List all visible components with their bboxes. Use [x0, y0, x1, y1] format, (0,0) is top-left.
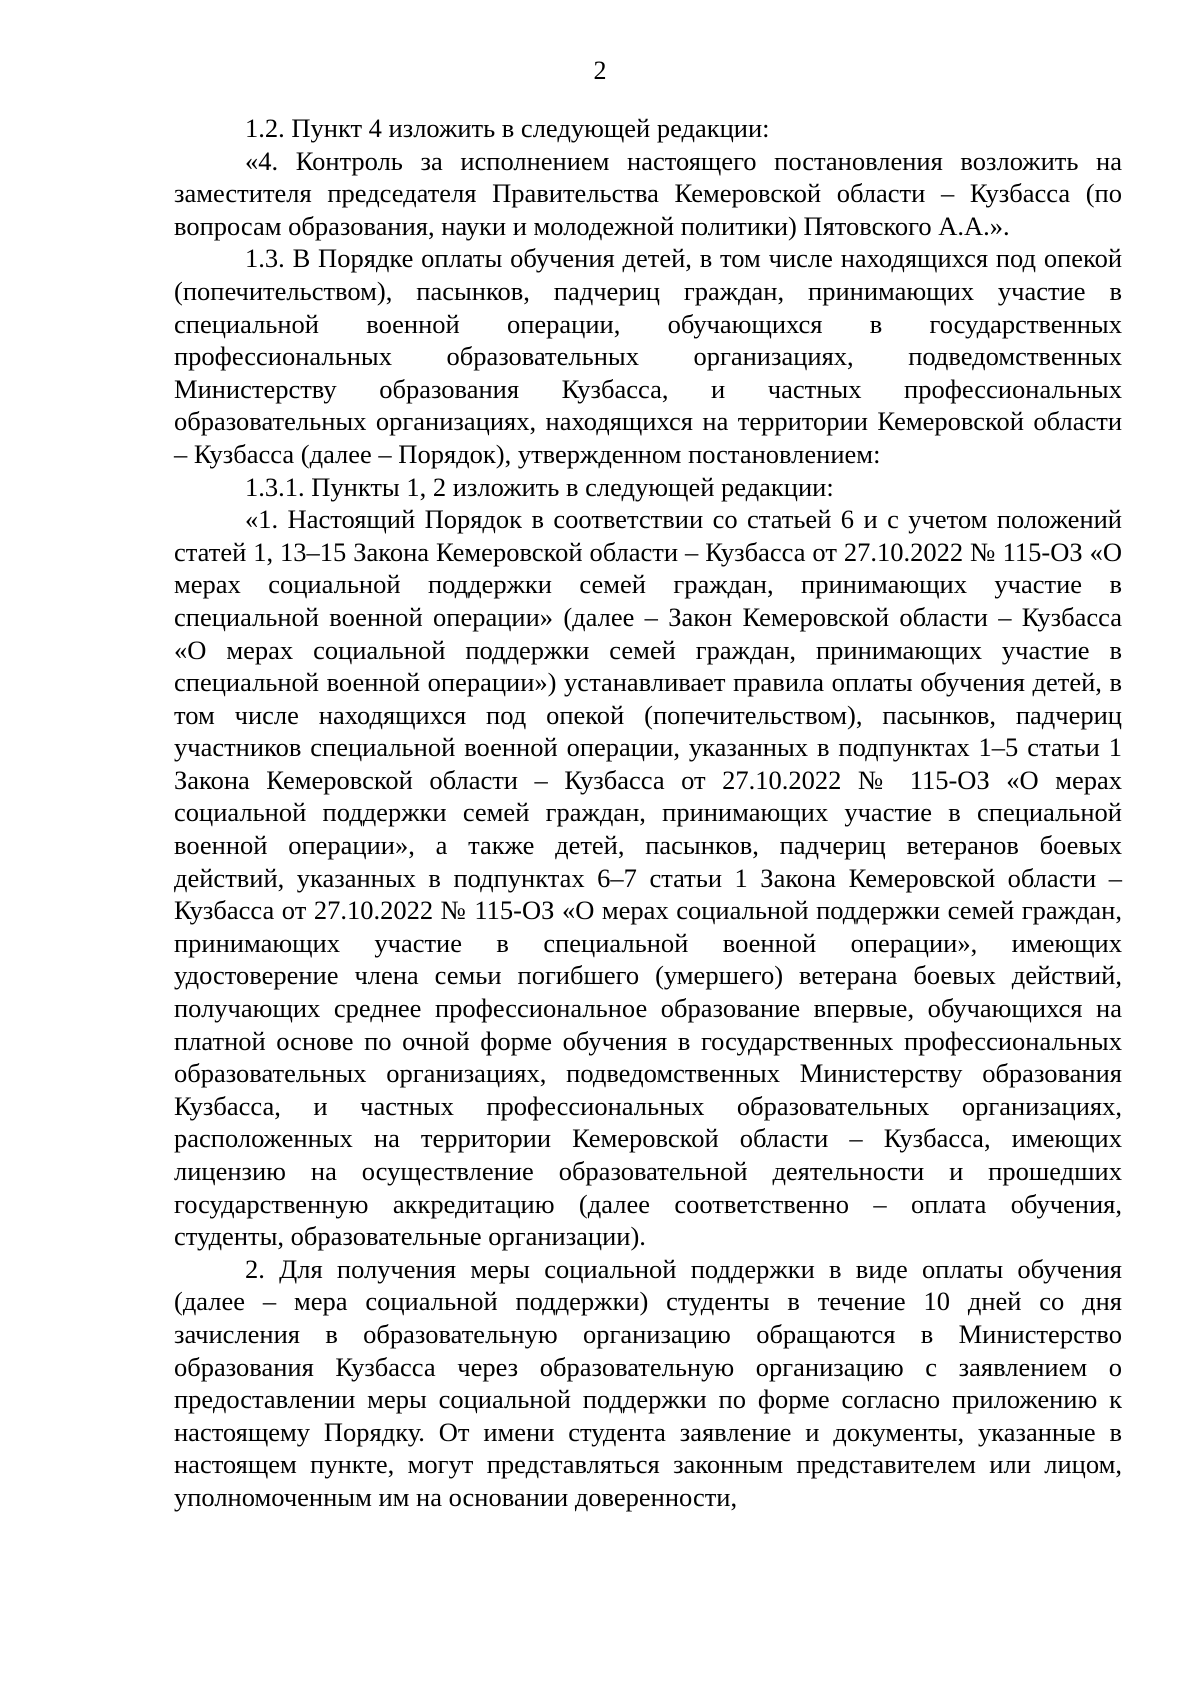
paragraph-point-4: «4. Контроль за исполнением настоящего постановления возложить на заместителя председателя Правительства Кемеровской области – Кузбасса (по вопросам образования, науки и молодежной политики) Пятовского А.А.». [174, 145, 1122, 241]
paragraph-point-2: 2. Для получения меры социальной поддержки в виде оплаты обучения (далее – мера социальной поддержки) студенты в течение 10 дней со дня зачисления в образовательную организацию обращаются в Министерство образования Кузбасса через образовательную организацию с заявлением о предоставлении меры социальной поддержки по форме согласно приложению к настоящему Порядку. От имени студента заявление и документы, указанные в настоящем пункте, могут представляться законным представителем или лицом, уполномоченным им на основании доверенности, [174, 1253, 1122, 1512]
paragraph-point-1: «1. Настоящий Порядок в соответствии со статьей 6 и с учетом положений статей 1, 13–15 Закона Кемеровской области – Кузбасса от 27.10.2022 № 115-ОЗ «О мерах социальной поддержки семей граждан, принимающих участие в специальной военной операции» (далее – Закон Кемеровской области – Кузбасса «О мерах социальной поддержки семей граждан, принимающих участие в специальной военной операции») устанавливает правила оплаты обучения детей, в том числе находящихся под опекой (попечительством), пасынков, падчериц участников специальной военной операции, указанных в подпунктах 1–5 статьи 1 Закона Кемеровской области – Кузбасса от 27.10.2022 № 115-ОЗ «О мерах социальной поддержки семей граждан, принимающих участие в специальной военной операции», а также детей, пасынков, падчериц ветеранов боевых действий, указанных в подпунктах 6–7 статьи 1 Закона Кемеровской области – Кузбасса от 27.10.2022 № 115-ОЗ «О мерах социальной поддержки семей граждан, принимающих участие в специальной военной операции», имеющих удостоверение члена семьи погибшего (умершего) ветерана боевых действий, получающих среднее профессиональное образование впервые, обучающихся на платной основе по очной форме обучения в государственных профессиональных образовательных организациях, подведомственных Министерству образования Кузбасса, и частных профессиональных образовательных организациях, расположенных на территории Кемеровской области – Кузбасса, имеющих лицензию на осуществление образовательной деятельности и прошедших государственную аккредитацию (далее соответственно – оплата обучения, студенты, образовательные организации). [174, 504, 1122, 1252]
paragraph-1-3-1: 1.3.1. Пункты 1, 2 изложить в следующей редакции: [245, 471, 834, 502]
document-body [174, 112, 1122, 1514]
paragraph-1-3: 1.3. В Порядке оплаты обучения детей, в том числе находящихся под опекой (попечительством), пасынков, падчериц граждан, принимающих участие в специальной военной операции, обучающихся в государственных профессиональных образовательных организациях, подведомственных Министерству образования Кузбасса, и частных профессиональных образовательных организациях, находящихся на территории Кемеровской области – Кузбасса (далее – Порядок), утвержденном постановлением: [174, 243, 1122, 469]
page-number: 2 [593, 56, 607, 85]
paragraph-1-2: 1.2. Пункт 4 изложить в следующей редакции: [245, 113, 770, 143]
